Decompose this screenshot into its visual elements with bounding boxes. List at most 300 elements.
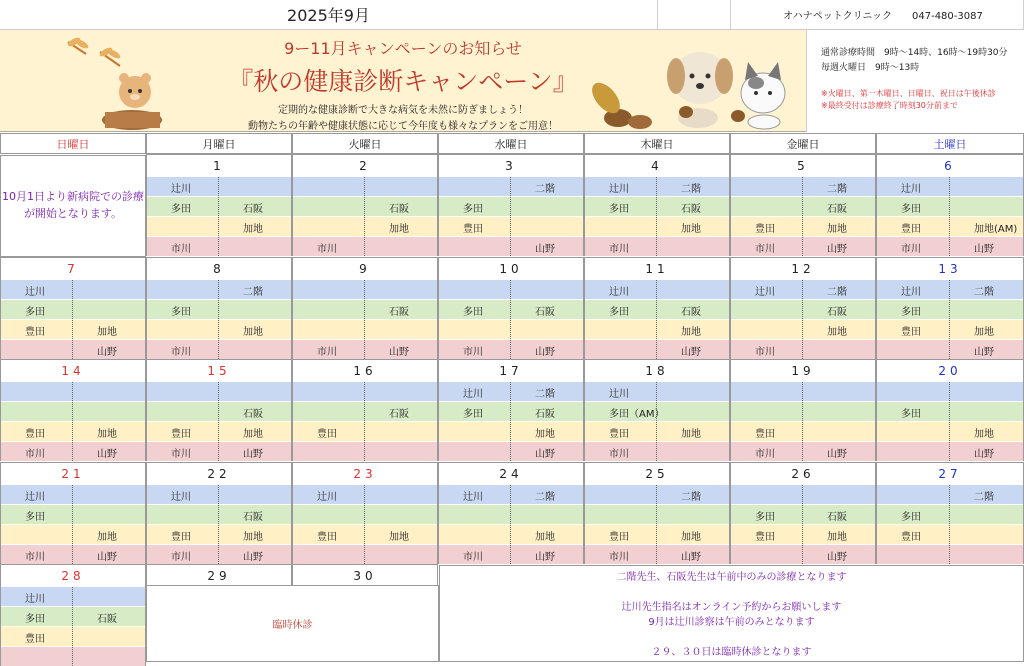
calendar-day [876,462,1024,564]
doctor-row [1,279,145,299]
day-number: 22 [207,466,231,481]
row-divider [877,340,950,359]
doctor-row [439,176,583,196]
doctor-row [293,401,437,421]
calendar-day [146,359,292,461]
doctor-pm: 二階 [974,287,994,298]
doctor-row [147,339,291,359]
doctor-pm: 加地 [97,327,117,338]
doctor-row [585,196,729,216]
doctor-am: 豊田 [901,327,921,338]
doctor-pm: 加地 [243,532,263,543]
doctor-row [877,524,1023,544]
doctor-pm: 二階 [681,184,701,195]
doctor-row [877,544,1023,564]
doctor-row [439,299,583,319]
doctor-pm: 二階 [535,492,555,503]
day-number: 19 [791,363,815,378]
doctor-pm: 加地 [681,532,701,543]
doctor-row [1,299,145,319]
doctor-pm: 加地 [535,532,555,543]
doctor-pm: 石阪 [827,204,847,215]
doctor-row [585,421,729,441]
doctor-row [439,216,583,236]
doctor-am: 多田 [901,409,921,420]
doctor-row [439,339,583,359]
doctor-row [1,504,145,524]
schedule-note: 9月は辻川診察は午前のみとなります [648,617,815,628]
doctor-pm: 山野 [535,552,555,563]
doctor-row [439,544,583,564]
doctor-pm: 加地 [681,327,701,338]
doctor-am: 豊田 [25,634,45,645]
row-divider [293,402,365,421]
doctor-am: 多田 [901,512,921,523]
doctor-am: 市川 [755,244,775,255]
new-hospital-note: 10月1日より新病院での診療が開始となります。 [0,155,146,257]
doctor-row [877,176,1023,196]
doctor-row [147,381,291,401]
doctor-row [293,176,437,196]
row-divider [877,422,950,441]
doctor-pm: 加地 [827,224,847,235]
doctor-pm: 二階 [827,287,847,298]
doctor-pm: 山野 [97,552,117,563]
doctor-row [1,646,145,666]
day-number: 18 [645,363,669,378]
calendar-day [146,462,292,564]
doctor-am: 市川 [609,449,629,460]
doctor-row [877,381,1023,401]
row-divider [147,217,219,236]
day-number: 27 [938,466,962,481]
doctor-pm: 山野 [535,244,555,255]
doctor-row [877,339,1023,359]
doctor-am: 辻川 [25,594,45,605]
clinic-name-phone: オハナペットクリニック 047-480-3087 [731,0,1024,29]
doctor-pm: 石阪 [389,409,409,420]
doctor-am: 多田（AM） [609,409,665,420]
row-divider [439,422,511,441]
calendar-day [292,154,438,256]
doctor-pm: 石阪 [681,204,701,215]
row-divider [147,320,219,339]
doctor-pm: 加地 [827,532,847,543]
row-divider [293,300,365,319]
doctor-row [293,196,437,216]
doctor-am: 辻川 [609,287,629,298]
doctor-am: 辻川 [25,287,45,298]
doctor-pm: 石阪 [243,512,263,523]
doctor-pm: 山野 [243,449,263,460]
doctor-row [1,544,145,564]
doctor-row [877,401,1023,421]
doctor-pm: 加地 [681,429,701,440]
doctor-row [147,279,291,299]
doctor-am: 豊田 [901,532,921,543]
day-number: 30 [353,568,377,583]
doctor-row [1,586,145,606]
doctor-row [731,441,875,461]
calendar-day [292,564,438,586]
doctor-pm: 山野 [535,347,555,358]
doctor-am: 辻川 [463,389,483,400]
day-number: 14 [61,363,85,378]
row-divider [147,382,219,401]
doctor-row [1,441,145,461]
row-divider [293,280,365,299]
row-divider [731,197,803,216]
doctor-pm: 山野 [681,347,701,358]
weekday-header: 土曜日 [876,133,1024,154]
doctor-am: 豊田 [755,429,775,440]
day-number: 12 [791,261,815,276]
dog-cat-chestnut-illustration [588,38,803,130]
day-number: 2 [359,158,371,173]
doctor-am: 辻川 [901,184,921,195]
doctor-am: 豊田 [317,532,337,543]
doctor-am: 辻川 [609,389,629,400]
doctor-row [147,421,291,441]
calendar-day [0,462,146,564]
doctor-pm: 山野 [827,244,847,255]
doctor-pm: 山野 [974,347,994,358]
calendar-day [146,257,292,359]
row-divider [439,177,511,196]
doctor-row [439,196,583,216]
day-number: 15 [207,363,231,378]
doctor-row [1,524,145,544]
day-number: 8 [213,261,225,276]
month-title: 2025年9月 [0,0,658,29]
row-divider [1,647,73,666]
doctor-row [877,196,1023,216]
doctor-pm: 加地 [97,532,117,543]
doctor-row [147,196,291,216]
doctor-pm: 二階 [974,492,994,503]
doctor-row [439,421,583,441]
doctor-am: 多田 [463,307,483,318]
day-number: 20 [938,363,962,378]
day-number: 23 [353,466,377,481]
doctor-am: 市川 [463,552,483,563]
calendar-day [438,154,584,256]
day-number: 29 [207,568,231,583]
doctor-am: 豊田 [755,224,775,235]
doctor-row [1,319,145,339]
row-divider [293,320,365,339]
day-number: 4 [651,158,663,173]
doctor-row [731,484,875,504]
doctor-pm: 加地 [974,327,994,338]
doctor-am: 多田 [901,204,921,215]
weekday-header: 金曜日 [730,133,876,154]
row-divider [1,402,73,421]
day-number: 25 [645,466,669,481]
calendar-day [438,462,584,564]
row-divider [877,442,950,461]
day-number: 16 [353,363,377,378]
schedule-note: ２９、３０日は臨時休診となります [651,647,812,658]
doctor-row [585,544,729,564]
row-divider [877,485,950,504]
row-divider [439,442,511,461]
temporary-closure: 臨時休診 [146,585,439,662]
doctor-am: 多田 [463,204,483,215]
doctor-am: 辻川 [901,287,921,298]
row-divider [731,320,803,339]
doctor-row [147,544,291,564]
doctor-pm: 石阪 [827,307,847,318]
calendar-day [730,359,876,461]
doctor-am: 多田 [25,512,45,523]
doctor-row [293,299,437,319]
calendar-day [730,462,876,564]
doctor-row [1,626,145,646]
row-divider [731,177,803,196]
doctor-am: 豊田 [609,429,629,440]
row-divider [731,382,803,401]
doctor-row [585,524,729,544]
doctor-row [877,504,1023,524]
doctor-am: 辻川 [463,492,483,503]
doctor-row [147,441,291,461]
day-number: 5 [797,158,809,173]
doctor-row [439,381,583,401]
day-number: 26 [791,466,815,481]
doctor-row [293,421,437,441]
doctor-am: 辻川 [317,492,337,503]
doctor-pm: 石阪 [535,307,555,318]
row-divider [877,545,950,564]
row-divider [439,505,511,524]
calendar-day [876,154,1024,256]
doctor-row [731,504,875,524]
doctor-am: 豊田 [609,532,629,543]
day-number: 1 [213,158,225,173]
doctor-am: 市川 [171,552,191,563]
doctor-row [293,484,437,504]
weekday-header: 日曜日 [0,133,146,154]
weekday-header: 水曜日 [438,133,584,154]
schedule-notes [439,565,1024,662]
doctor-row [877,484,1023,504]
doctor-pm: 石阪 [243,409,263,420]
doctor-pm: 加地 [243,224,263,235]
doctor-row [147,524,291,544]
day-number: 17 [499,363,523,378]
doctor-pm: 石阪 [681,307,701,318]
row-divider [585,340,657,359]
banner-text-2: 動物たちの年齢や健康状態に応じて今年度も様々なプランをご用意！ [248,121,558,132]
doctor-am: 多田 [25,614,45,625]
banner-subtitle: 9ー11月キャンペーンのお知らせ [284,39,522,58]
doctor-row [293,524,437,544]
doctor-row [877,319,1023,339]
doctor-pm: 二階 [827,184,847,195]
day-number: 28 [61,568,85,583]
doctor-row [1,339,145,359]
row-divider [293,442,365,461]
doctor-row [877,299,1023,319]
doctor-pm: 山野 [97,449,117,460]
doctor-row [877,421,1023,441]
calendar-day [292,257,438,359]
doctor-row [731,421,875,441]
doctor-pm: 山野 [681,552,701,563]
doctor-row [293,216,437,236]
doctor-pm: 加地 [681,224,701,235]
doctor-row [147,236,291,256]
doctor-row [585,401,729,421]
doctor-pm: 石阪 [243,204,263,215]
row-divider [1,340,73,359]
doctor-row [585,279,729,299]
row-divider [585,320,657,339]
day-number: 3 [505,158,517,173]
row-divider [731,402,803,421]
row-divider [293,177,365,196]
schedule-note: 二階先生、石阪先生は午前中のみの診療となります [616,572,847,583]
doctor-am: 多田 [609,204,629,215]
day-number: 9 [359,261,371,276]
row-divider [293,217,365,236]
doctor-row [147,319,291,339]
doctor-row [293,236,437,256]
doctor-row [731,196,875,216]
doctor-row [1,421,145,441]
top-bar [0,0,1024,30]
doctor-pm: 加地 [389,532,409,543]
day-number: 21 [61,466,85,481]
doctor-am: 市川 [171,449,191,460]
doctor-row [293,544,437,564]
calendar-day [292,462,438,564]
calendar-day [146,154,292,256]
calendar-day [146,564,292,586]
row-divider [585,505,657,524]
doctor-row [1,484,145,504]
doctor-am: 市川 [25,552,45,563]
doctor-row [731,299,875,319]
day-number: 11 [645,261,669,276]
row-divider [293,505,365,524]
row-divider [877,382,950,401]
row-divider [731,545,803,564]
calendar-day [0,257,146,359]
row-divider [731,485,803,504]
doctor-pm: 山野 [243,552,263,563]
calendar-day [876,257,1024,359]
doctor-row [147,504,291,524]
doctor-am: 辻川 [25,492,45,503]
doctor-row [147,299,291,319]
doctor-row [439,524,583,544]
doctor-am: 市川 [317,347,337,358]
doctor-row [731,524,875,544]
calendar-day [584,359,730,461]
doctor-pm: 石阪 [97,614,117,625]
doctor-am: 市川 [463,347,483,358]
doctor-am: 豊田 [317,429,337,440]
row-divider [293,382,365,401]
doctor-row [585,484,729,504]
doctor-pm: 加地 [535,429,555,440]
weekday-header: 月曜日 [146,133,292,154]
doctor-am: 多田 [755,512,775,523]
doctor-pm: 石阪 [389,307,409,318]
row-divider [293,197,365,216]
hours-tuesday: 毎週火曜日 9時〜13時 [821,63,920,73]
row-divider [293,545,365,564]
weekday-header: 火曜日 [292,133,438,154]
doctor-am: 多田 [25,307,45,318]
row-divider [439,280,511,299]
doctor-am: 市川 [171,347,191,358]
doctor-am: 豊田 [25,327,45,338]
doctor-am: 市川 [755,449,775,460]
doctor-row [293,504,437,524]
schedule-note [440,585,1023,600]
row-divider [147,505,219,524]
doctor-am: 豊田 [171,429,191,440]
doctor-row [585,299,729,319]
row-divider [1,525,73,544]
calendar-day [876,359,1024,461]
doctor-row [877,216,1023,236]
doctor-pm: 加地 [974,429,994,440]
day-number: 24 [499,466,523,481]
calendar-day [0,359,146,461]
doctor-am: 市川 [755,347,775,358]
doctor-am: 多田 [463,409,483,420]
doctor-row [439,484,583,504]
calendar-day [292,359,438,461]
row-divider [731,300,803,319]
doctor-pm: 山野 [389,347,409,358]
row-divider [1,382,73,401]
doctor-row [439,279,583,299]
doctor-row [293,339,437,359]
doctor-pm: 加地 [827,327,847,338]
doctor-row [731,381,875,401]
doctor-row [585,319,729,339]
doctor-row [1,606,145,626]
row-divider [439,525,511,544]
day-number: 7 [67,261,79,276]
doctor-row [731,339,875,359]
calendar-day [584,154,730,256]
schedule-note [440,630,1023,645]
hours-note-1: ※火曜日、第一木曜日、日曜日、祝日は午後休診 [821,89,996,98]
doctor-pm: 石阪 [535,409,555,420]
doctor-am: 市川 [25,449,45,460]
calendar-day [438,359,584,461]
clinic-hours [806,30,1024,132]
calendar-day [584,462,730,564]
doctor-pm: 山野 [827,449,847,460]
doctor-row [585,236,729,256]
doctor-row [585,339,729,359]
row-divider [585,485,657,504]
row-divider [147,280,219,299]
doctor-row [1,381,145,401]
doctor-pm: 山野 [97,347,117,358]
doctor-pm: 加地 [243,327,263,338]
doctor-am: 豊田 [25,429,45,440]
doctor-pm: 二階 [535,184,555,195]
calendar-day [584,257,730,359]
